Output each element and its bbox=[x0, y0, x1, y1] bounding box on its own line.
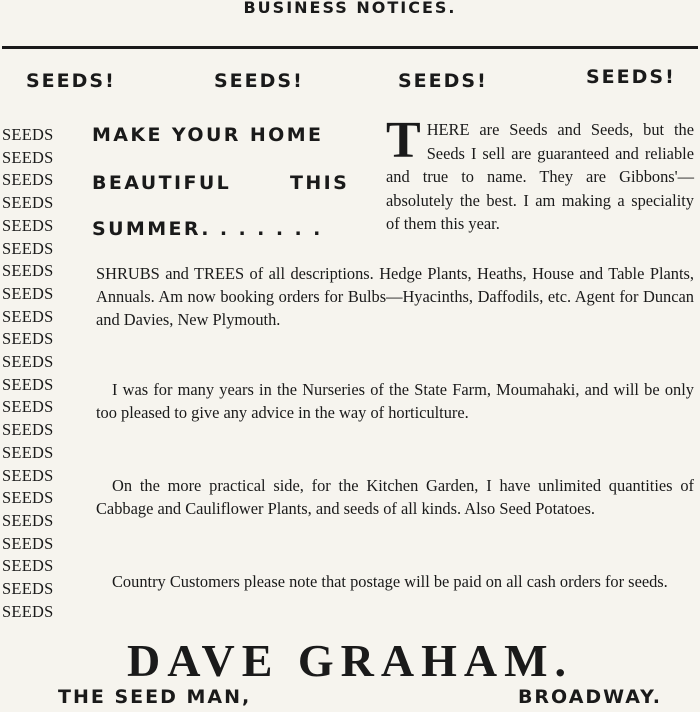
seeds-margin-label: SEEDS bbox=[2, 283, 54, 303]
seeds-margin-label: SEEDS bbox=[2, 442, 54, 462]
seeds-heading-1: SEEDS! bbox=[26, 70, 116, 92]
seeds-heading-2: SEEDS! bbox=[214, 70, 304, 92]
seeds-margin-label: SEEDS bbox=[2, 193, 54, 213]
seeds-margin-label: SEEDS bbox=[2, 397, 54, 417]
intro-paragraph bbox=[386, 112, 694, 236]
seeds-margin-label: SEEDS bbox=[2, 510, 54, 530]
intro-text: HERE are Seeds and Seeds, but the Seeds I sell are guaranteed and reliable and true to name. They are Gibbons'—absolutely the best. I am making a speciality of them this year. bbox=[386, 120, 694, 234]
seeds-margin-label: SEEDS bbox=[2, 420, 54, 440]
advertiser-title: THE SEED MAN, bbox=[58, 686, 252, 708]
top-rule bbox=[2, 46, 698, 49]
seeds-margin-label: SEEDS bbox=[2, 579, 54, 599]
headline-line-2a: BEAUTIFUL bbox=[92, 172, 232, 194]
seeds-heading-3: SEEDS! bbox=[398, 70, 488, 92]
seeds-margin-label: SEEDS bbox=[2, 488, 54, 508]
shrubs-paragraph bbox=[96, 262, 694, 331]
paragraph-text: Country Customers please note that postage will be paid on all cash orders for seeds. bbox=[112, 572, 668, 591]
kitchen-garden-paragraph bbox=[96, 474, 694, 520]
headline-line-2b: THIS bbox=[290, 172, 350, 194]
seeds-margin-label: SEEDS bbox=[2, 352, 54, 372]
seeds-margin-label: SEEDS bbox=[2, 215, 54, 235]
paragraph-text: On the more practical side, for the Kitchen Garden, I have unlimited quantities of Cabbage and Cauliflower Plants, and seeds of all kinds. Also Seed Potatoes. bbox=[96, 476, 694, 518]
drop-cap: T bbox=[386, 112, 421, 169]
seeds-margin-label: SEEDS bbox=[2, 556, 54, 576]
seeds-margin-label: SEEDS bbox=[2, 261, 54, 281]
seeds-margin-label: SEEDS bbox=[2, 306, 54, 326]
headline-line-1: MAKE YOUR HOME bbox=[92, 124, 324, 146]
seeds-margin-label: SEEDS bbox=[2, 147, 54, 167]
seeds-margin-label: SEEDS bbox=[2, 533, 54, 553]
seeds-margin-label: SEEDS bbox=[2, 329, 54, 349]
postage-paragraph bbox=[96, 570, 694, 593]
seeds-margin-label: SEEDS bbox=[2, 465, 54, 485]
seeds-margin-label: SEEDS bbox=[2, 374, 54, 394]
seeds-margin-label: SEEDS bbox=[2, 601, 54, 621]
nurseries-paragraph bbox=[96, 378, 694, 424]
seeds-margin-column bbox=[2, 124, 76, 623]
paragraph-text: SHRUBS and TREES of all descriptions. Hedge Plants, Heaths, House and Table Plants, Annuals. Am now booking orders for Bulbs—Hyacinths, Daffodils, etc. Agent for Duncan and Davies, New Plymouth. bbox=[96, 264, 694, 329]
seeds-margin-label: SEEDS bbox=[2, 125, 54, 144]
advertiser-name: DAVE GRAHAM. bbox=[126, 635, 574, 686]
paragraph-text: I was for many years in the Nurseries of the State Farm, Moumahaki, and will be only too pleased to give any advice in the way of horticulture. bbox=[96, 380, 694, 422]
advertiser-location: BROADWAY. bbox=[517, 686, 662, 708]
seeds-margin-label: SEEDS bbox=[2, 238, 54, 258]
section-header: BUSINESS NOTICES. bbox=[243, 0, 457, 17]
seeds-margin-label: SEEDS bbox=[2, 170, 54, 190]
seeds-heading-4: SEEDS! bbox=[586, 66, 676, 88]
headline-line-3: SUMMER. . . . . . . bbox=[92, 218, 323, 240]
